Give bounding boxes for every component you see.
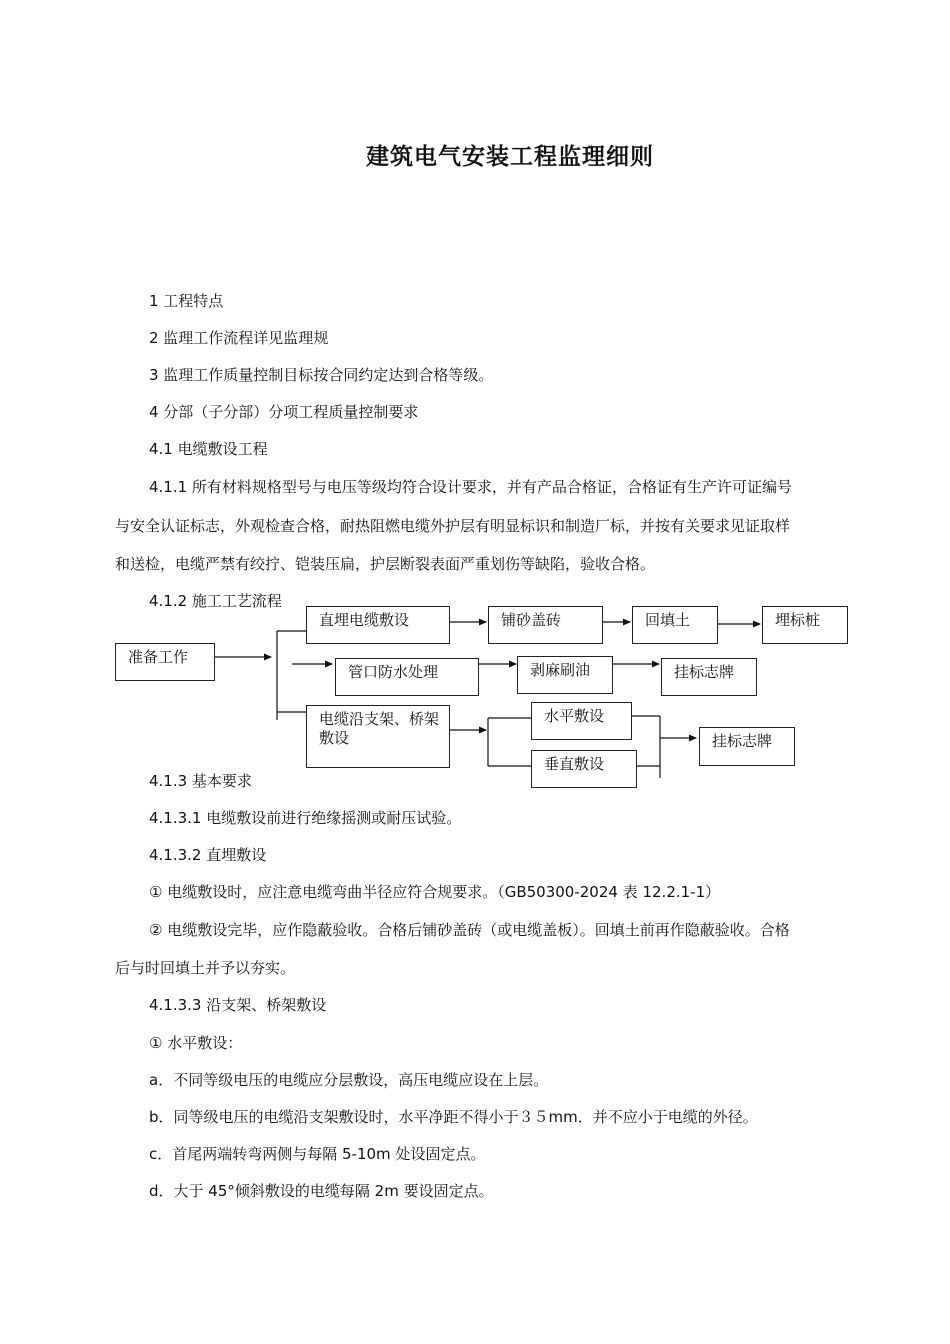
document-title: 建筑电气安装工程监理细则 (366, 144, 654, 170)
horizontal-heading: ① 水平敷设： (149, 1034, 243, 1052)
section-1: 1 工程特点 (149, 292, 224, 310)
flow-step-direct-burial: 直埋电缆敷设 (306, 606, 450, 644)
flow-step-horizontal: 水平敷设 (531, 702, 632, 740)
section-4-1-3-1: 4.1.3.1 电缆敷设前进行绝缘摇测或耐压试验。 (149, 809, 462, 827)
section-2: 2 监理工作流程详见监理规 (149, 329, 329, 347)
flow-step-hang-tag-2: 挂标志牌 (699, 727, 795, 766)
flow-step-prepare: 准备工作 (115, 643, 215, 681)
section-4-1-1-line3: 和送检，电缆严禁有绞拧、铠装压扁，护层断裂表面严重划伤等缺陷，验收合格。 (115, 555, 656, 573)
item-b: b．同等级电压的电缆沿支架敷设时，水平净距不得小于３５mm．并不应小于电缆的外径。 (149, 1108, 758, 1126)
flow-step-marker-post: 埋标桩 (762, 606, 848, 644)
flow-step-waterproof: 管口防水处理 (335, 658, 479, 696)
section-4-1-3-2: 4.1.3.2 直埋敷设 (149, 846, 267, 864)
flow-step-strip-paint: 剥麻刷油 (517, 656, 613, 694)
item-2-line2: 后与时回填土并予以夯实。 (115, 959, 296, 977)
section-4-1-1-line2: 与安全认证标志，外观检查合格，耐热阻燃电缆外护层有明显标识和制造厂标，并按有关要求见证取样 (115, 517, 791, 535)
section-4-1-1-line1: 4.1.1 所有材料规格型号与电压等级均符合设计要求，并有产品合格证，合格证有生产许可证编号 (149, 478, 792, 496)
item-2-line1: ② 电缆敷设完毕，应作隐蔽验收。合格后铺砂盖砖（或电缆盖板）。回填土前再作隐蔽验收。合格 (149, 921, 790, 939)
flow-step-backfill: 回填土 (632, 606, 718, 644)
section-4-1-3: 4.1.3 基本要求 (149, 772, 252, 790)
section-4: 4 分部（子分部）分项工程质量控制要求 (149, 403, 419, 421)
flow-step-hang-tag-1: 挂标志牌 (661, 658, 757, 696)
item-c: c．首尾两端转弯两侧与每隔 5-10m 处设固定点。 (149, 1145, 486, 1163)
flow-step-tray-laying: 电缆沿支架、桥架敷设 (306, 705, 450, 768)
section-3: 3 监理工作质量控制目标按合同约定达到合格等级。 (149, 366, 494, 384)
item-1: ① 电缆敷设时，应注意电缆弯曲半径应符合规要求。（GB50300-2024 表 12.2.1-1） (149, 883, 721, 901)
item-a: a．不同等级电压的电缆应分层敷设，高压电缆应设在上层。 (149, 1071, 549, 1089)
flow-step-vertical: 垂直敷设 (531, 750, 637, 788)
item-d: d．大于 45°倾斜敷设的电缆每隔 2m 要设固定点。 (149, 1182, 494, 1200)
flow-step-sand-brick: 铺砂盖砖 (488, 606, 603, 644)
section-4-1-3-3: 4.1.3.3 沿支架、桥架敷设 (149, 996, 327, 1014)
section-4-1: 4.1 电缆敷设工程 (149, 440, 268, 458)
section-4-1-2: 4.1.2 施工工艺流程 (149, 592, 282, 610)
